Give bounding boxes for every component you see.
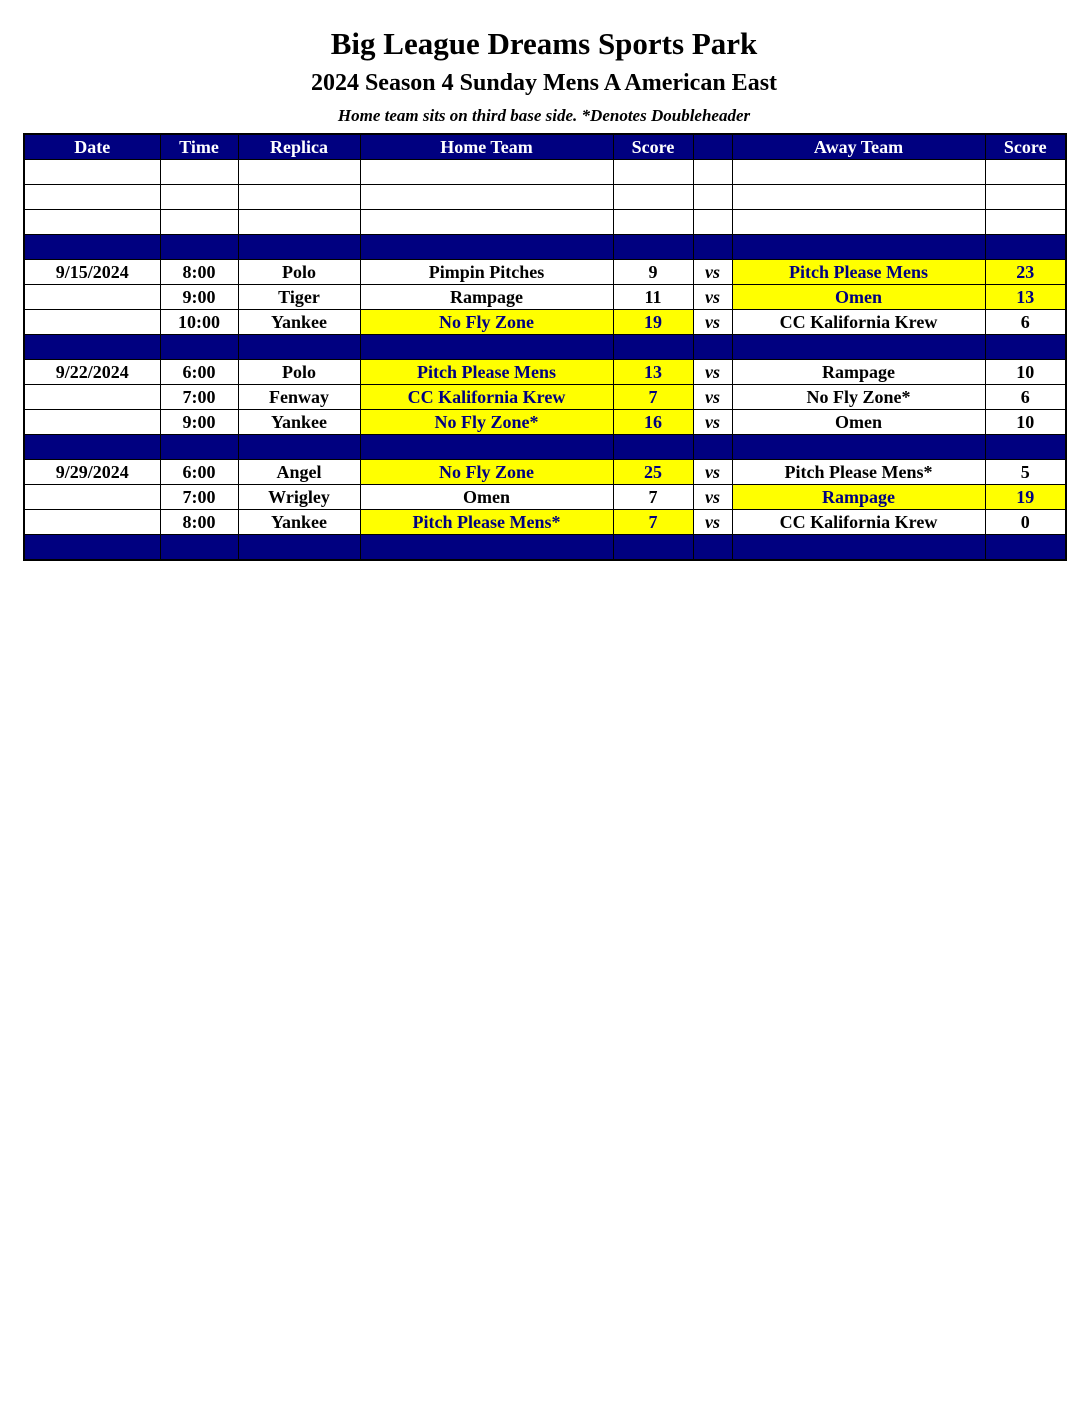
cell-time bbox=[160, 235, 238, 260]
cell-away-score: 0 bbox=[985, 510, 1066, 535]
cell-home-score bbox=[613, 160, 693, 185]
table-row bbox=[24, 460, 1066, 485]
cell-away-team: CC Kalifornia Krew bbox=[732, 510, 985, 535]
cell-away-score: 13 bbox=[985, 285, 1066, 310]
cell-vs bbox=[693, 160, 732, 185]
cell-away-score bbox=[985, 210, 1066, 235]
cell-replica: Yankee bbox=[238, 310, 360, 335]
table-row bbox=[24, 260, 1066, 285]
cell-vs bbox=[693, 235, 732, 260]
cell-home-score bbox=[613, 235, 693, 260]
table-row bbox=[24, 510, 1066, 535]
cell-date bbox=[24, 485, 160, 510]
cell-home-team: No Fly Zone bbox=[360, 460, 613, 485]
cell-home-team: Pitch Please Mens* bbox=[360, 510, 613, 535]
cell-home-score: 7 bbox=[613, 385, 693, 410]
cell-home-score bbox=[613, 335, 693, 360]
cell-date: 9/22/2024 bbox=[24, 360, 160, 385]
cell-replica bbox=[238, 160, 360, 185]
cell-home-score bbox=[613, 435, 693, 460]
cell-replica: Wrigley bbox=[238, 485, 360, 510]
cell-date bbox=[24, 410, 160, 435]
column-header-away-score: Score bbox=[985, 134, 1066, 160]
cell-vs: vs bbox=[693, 260, 732, 285]
cell-replica bbox=[238, 435, 360, 460]
header-row bbox=[24, 134, 1066, 160]
cell-replica bbox=[238, 185, 360, 210]
cell-vs bbox=[693, 210, 732, 235]
cell-date bbox=[24, 285, 160, 310]
cell-away-score: 6 bbox=[985, 385, 1066, 410]
cell-away-team: Rampage bbox=[732, 485, 985, 510]
table-row bbox=[24, 385, 1066, 410]
column-header-time: Time bbox=[160, 134, 238, 160]
cell-away-score: 23 bbox=[985, 260, 1066, 285]
cell-away-score: 10 bbox=[985, 360, 1066, 385]
cell-vs: vs bbox=[693, 310, 732, 335]
cell-home-score bbox=[613, 535, 693, 561]
cell-replica: Yankee bbox=[238, 510, 360, 535]
cell-vs: vs bbox=[693, 485, 732, 510]
separator-row bbox=[24, 335, 1066, 360]
cell-home-score bbox=[613, 210, 693, 235]
cell-vs bbox=[693, 535, 732, 561]
cell-time bbox=[160, 335, 238, 360]
cell-away-score bbox=[985, 185, 1066, 210]
blank-row bbox=[24, 185, 1066, 210]
cell-home-team: CC Kalifornia Krew bbox=[360, 385, 613, 410]
column-header-home-team: Home Team bbox=[360, 134, 613, 160]
cell-away-team: Pitch Please Mens* bbox=[732, 460, 985, 485]
cell-vs: vs bbox=[693, 385, 732, 410]
cell-replica: Tiger bbox=[238, 285, 360, 310]
cell-time: 6:00 bbox=[160, 360, 238, 385]
cell-date bbox=[24, 310, 160, 335]
cell-date bbox=[24, 185, 160, 210]
cell-vs bbox=[693, 435, 732, 460]
cell-date bbox=[24, 160, 160, 185]
cell-home-team: Rampage bbox=[360, 285, 613, 310]
separator-row bbox=[24, 435, 1066, 460]
cell-home-score bbox=[613, 185, 693, 210]
cell-away-team: Omen bbox=[732, 410, 985, 435]
cell-home-team: Omen bbox=[360, 485, 613, 510]
cell-away-team bbox=[732, 235, 985, 260]
cell-replica: Polo bbox=[238, 260, 360, 285]
cell-away-team: Rampage bbox=[732, 360, 985, 385]
cell-time bbox=[160, 160, 238, 185]
cell-replica: Yankee bbox=[238, 410, 360, 435]
column-header-vs bbox=[693, 134, 732, 160]
cell-date bbox=[24, 435, 160, 460]
cell-home-score: 7 bbox=[613, 485, 693, 510]
cell-time: 6:00 bbox=[160, 460, 238, 485]
cell-date bbox=[24, 510, 160, 535]
table-row bbox=[24, 310, 1066, 335]
cell-home-team: No Fly Zone bbox=[360, 310, 613, 335]
table-row bbox=[24, 485, 1066, 510]
cell-time bbox=[160, 535, 238, 561]
cell-replica bbox=[238, 335, 360, 360]
cell-date bbox=[24, 235, 160, 260]
column-header-replica: Replica bbox=[238, 134, 360, 160]
cell-away-score: 6 bbox=[985, 310, 1066, 335]
cell-home-team bbox=[360, 435, 613, 460]
cell-home-score: 11 bbox=[613, 285, 693, 310]
cell-away-score bbox=[985, 160, 1066, 185]
cell-away-team bbox=[732, 185, 985, 210]
cell-away-score bbox=[985, 335, 1066, 360]
cell-replica: Angel bbox=[238, 460, 360, 485]
cell-time: 10:00 bbox=[160, 310, 238, 335]
cell-date bbox=[24, 210, 160, 235]
cell-away-team bbox=[732, 435, 985, 460]
cell-home-team: No Fly Zone* bbox=[360, 410, 613, 435]
cell-home-team: Pimpin Pitches bbox=[360, 260, 613, 285]
table-row bbox=[24, 360, 1066, 385]
cell-replica bbox=[238, 535, 360, 561]
cell-away-score: 5 bbox=[985, 460, 1066, 485]
table-row bbox=[24, 285, 1066, 310]
page-title: Big League Dreams Sports Park bbox=[330, 26, 758, 61]
cell-away-team: CC Kalifornia Krew bbox=[732, 310, 985, 335]
cell-replica bbox=[238, 210, 360, 235]
cell-away-team: No Fly Zone* bbox=[732, 385, 985, 410]
column-header-away-team: Away Team bbox=[732, 134, 985, 160]
cell-replica bbox=[238, 235, 360, 260]
cell-home-team bbox=[360, 185, 613, 210]
cell-time: 9:00 bbox=[160, 285, 238, 310]
cell-home-team bbox=[360, 160, 613, 185]
schedule-table bbox=[23, 133, 1067, 561]
cell-away-score: 10 bbox=[985, 410, 1066, 435]
cell-away-score bbox=[985, 435, 1066, 460]
cell-home-score: 7 bbox=[613, 510, 693, 535]
cell-time bbox=[160, 210, 238, 235]
cell-time: 9:00 bbox=[160, 410, 238, 435]
column-header-home-score: Score bbox=[613, 134, 693, 160]
cell-vs: vs bbox=[693, 460, 732, 485]
cell-away-score: 19 bbox=[985, 485, 1066, 510]
cell-home-team bbox=[360, 535, 613, 561]
cell-time bbox=[160, 435, 238, 460]
cell-time: 7:00 bbox=[160, 385, 238, 410]
cell-away-team bbox=[732, 210, 985, 235]
page-subtitle: 2024 Season 4 Sunday Mens A American East bbox=[310, 70, 778, 96]
cell-home-team: Pitch Please Mens bbox=[360, 360, 613, 385]
cell-vs bbox=[693, 335, 732, 360]
cell-replica: Polo bbox=[238, 360, 360, 385]
cell-vs bbox=[693, 185, 732, 210]
cell-home-score: 25 bbox=[613, 460, 693, 485]
cell-time: 7:00 bbox=[160, 485, 238, 510]
cell-date: 9/15/2024 bbox=[24, 260, 160, 285]
cell-away-score bbox=[985, 235, 1066, 260]
schedule-body bbox=[24, 160, 1066, 561]
schedule-note: Home team sits on third base side. *Denotes Doubleheader bbox=[337, 106, 751, 125]
cell-away-team bbox=[732, 160, 985, 185]
blank-row bbox=[24, 210, 1066, 235]
cell-time: 8:00 bbox=[160, 510, 238, 535]
table-row bbox=[24, 410, 1066, 435]
column-header-date: Date bbox=[24, 134, 160, 160]
blank-row bbox=[24, 160, 1066, 185]
cell-home-score: 9 bbox=[613, 260, 693, 285]
cell-time bbox=[160, 185, 238, 210]
cell-away-team: Pitch Please Mens bbox=[732, 260, 985, 285]
cell-home-team bbox=[360, 210, 613, 235]
cell-home-score: 13 bbox=[613, 360, 693, 385]
cell-away-team bbox=[732, 535, 985, 561]
cell-vs: vs bbox=[693, 510, 732, 535]
cell-vs: vs bbox=[693, 285, 732, 310]
cell-home-score: 19 bbox=[613, 310, 693, 335]
separator-row bbox=[24, 535, 1066, 561]
cell-vs: vs bbox=[693, 410, 732, 435]
cell-date bbox=[24, 535, 160, 561]
cell-home-team bbox=[360, 335, 613, 360]
cell-date: 9/29/2024 bbox=[24, 460, 160, 485]
cell-away-team: Omen bbox=[732, 285, 985, 310]
cell-time: 8:00 bbox=[160, 260, 238, 285]
cell-vs: vs bbox=[693, 360, 732, 385]
cell-replica: Fenway bbox=[238, 385, 360, 410]
cell-home-score: 16 bbox=[613, 410, 693, 435]
cell-date bbox=[24, 385, 160, 410]
separator-row bbox=[24, 235, 1066, 260]
cell-home-team bbox=[360, 235, 613, 260]
cell-away-score bbox=[985, 535, 1066, 561]
cell-date bbox=[24, 335, 160, 360]
cell-away-team bbox=[732, 335, 985, 360]
